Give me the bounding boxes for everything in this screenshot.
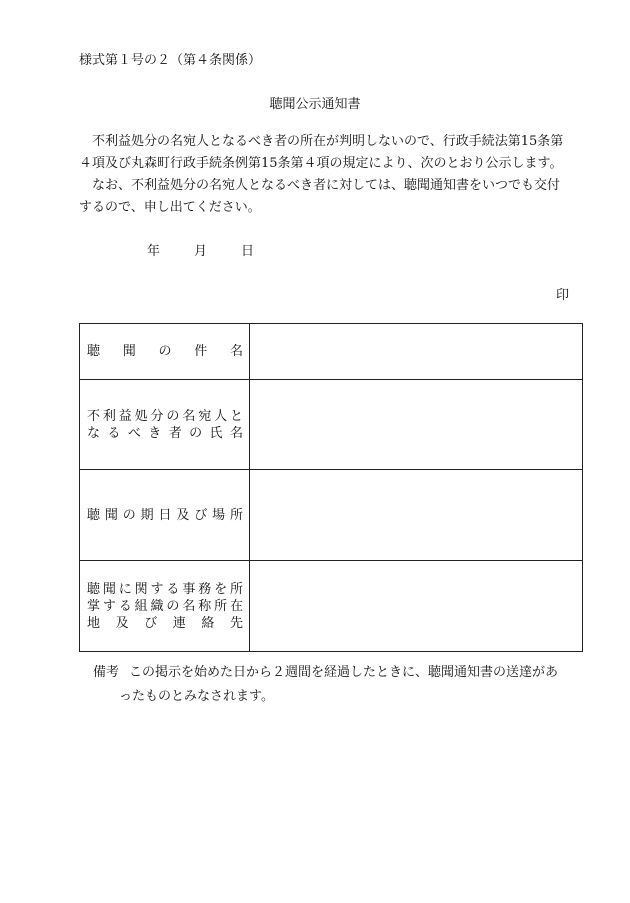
addressee-label-line-1: 不利益処分の名宛人と (87, 408, 243, 424)
date-line (147, 240, 254, 259)
contact-label-cell (80, 561, 250, 652)
paragraph-1-line-1: 不利益処分の名宛人となるべき者の所在が判明しないので、行政手続法第15条第 (92, 134, 564, 149)
paragraph-2 (79, 175, 585, 219)
case-name-label-cell (80, 324, 250, 380)
form-number: 様式第１号の２（第４条関係） (79, 53, 262, 68)
case-name-value-cell (250, 324, 583, 380)
paragraph-2-line-2: するので、申し出てください。 (79, 200, 261, 215)
remarks-text-1: この掲示を始めた日から２週間を経過したときに、聴聞通知書の送達があ (129, 665, 559, 680)
date-month-label: 月 (194, 244, 208, 259)
addressee-label-cell (80, 380, 250, 470)
date-place-label: 聴聞の期日及び場所 (87, 507, 243, 523)
date-day-label: 日 (241, 244, 255, 259)
contact-value-cell (250, 561, 583, 652)
remarks-label: 備考 (93, 665, 120, 680)
table-row-contact (80, 561, 583, 652)
table-row-date-place (80, 470, 583, 561)
case-name-label: 聴聞の件名 (87, 344, 243, 359)
contact-label-line-3: 地及び連絡先 (87, 615, 243, 631)
hearing-info-table (79, 323, 583, 652)
paragraph-2-line-1: なお、不利益処分の名宛人となるべき者に対しては、聴聞通知書をいつでも交付 (92, 178, 561, 193)
contact-label-line-2: 掌する組織の名称所在 (87, 598, 243, 614)
addressee-value-cell (250, 380, 583, 470)
remarks-line-2: ったものとみなされます。 (119, 689, 274, 704)
seal-mark: 印 (556, 288, 570, 303)
date-place-value-cell (250, 470, 583, 561)
remarks-line-1 (93, 661, 585, 685)
contact-label-line-1: 聴聞に関する事務を所 (87, 581, 243, 597)
remarks-section (93, 661, 585, 709)
paragraph-1-line-2: ４項及び丸森町行政手続条例第15条第４項の規定により、次のとおり公示します。 (79, 156, 563, 171)
date-year-label: 年 (147, 244, 161, 259)
addressee-label-line-2: なるべき者の氏名 (87, 425, 243, 441)
table-row-case-name (80, 324, 583, 380)
table-row-addressee (80, 380, 583, 470)
document-title: 聴聞公示通知書 (269, 97, 361, 112)
date-place-label-cell (80, 470, 250, 561)
paragraph-1 (79, 131, 585, 175)
